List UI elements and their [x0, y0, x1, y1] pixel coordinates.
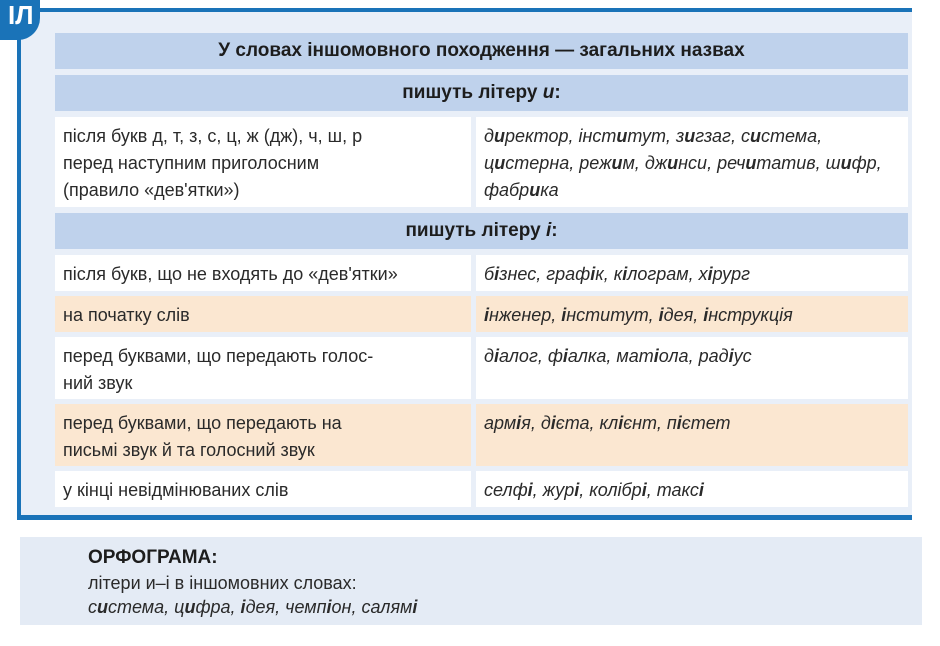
- example-word-part: ола: [658, 346, 689, 366]
- example-word: [699, 264, 750, 284]
- highlighted-letter: и: [745, 153, 757, 173]
- highlighted-letter: і: [550, 413, 556, 433]
- highlighted-letter: и: [97, 597, 108, 617]
- rule-row-before-j-vowel: [55, 404, 908, 466]
- rule-row-indeclinable: [55, 471, 908, 507]
- highlighted-letter: і: [562, 346, 568, 366]
- example-word-part: фр: [851, 153, 877, 173]
- rule-condition-line: після букв д, т, з, с, ц, ж (дж), ч, ш, р: [63, 126, 363, 146]
- example-word-part: х: [698, 264, 708, 284]
- example-word-part: стерна: [505, 153, 570, 173]
- example-word-part: селф: [484, 480, 528, 500]
- rule-condition-line: після букв, що не входять до «дев'ятки»: [63, 264, 398, 284]
- example-word-part: с: [88, 597, 97, 617]
- example-word-part: інст: [578, 126, 617, 146]
- example-word-part: нструкція: [708, 305, 793, 325]
- example-word-part: єнт: [623, 413, 657, 433]
- example-word: [659, 305, 694, 325]
- example-word-part: ус: [733, 346, 752, 366]
- example-word: [361, 597, 417, 617]
- rule-examples: армія, дієта, клієнт, пієтет: [476, 404, 908, 466]
- example-word: [616, 346, 688, 366]
- example-word-part: п: [666, 413, 677, 433]
- example-word: [484, 413, 531, 433]
- highlighted-letter: і: [516, 413, 522, 433]
- example-word: [484, 346, 538, 366]
- example-word: [88, 597, 164, 617]
- example-word-part: реж: [579, 153, 612, 173]
- example-word: [579, 126, 666, 146]
- highlighted-letter: і: [641, 480, 647, 500]
- example-word-part: мат: [616, 346, 654, 366]
- highlighted-letter: и: [611, 153, 623, 173]
- example-word: [717, 153, 816, 173]
- example-word-part: дж: [644, 153, 668, 173]
- example-word-part: алог: [498, 346, 538, 366]
- example-word-part: граф: [546, 264, 591, 284]
- highlighted-letter: і: [676, 413, 682, 433]
- example-word-part: к: [613, 264, 623, 284]
- example-word-part: к: [595, 264, 604, 284]
- highlighted-letter: і: [707, 264, 713, 284]
- example-word: [285, 597, 351, 617]
- example-word-part: дея: [663, 305, 694, 325]
- example-word: [484, 180, 559, 200]
- highlighted-letter: і: [240, 597, 246, 617]
- rule-condition-line: ний звук: [63, 373, 133, 393]
- rule-condition: [55, 404, 471, 466]
- example-word: [657, 480, 704, 500]
- example-word-part: фра: [195, 597, 231, 617]
- example-word-part: б: [484, 264, 495, 284]
- example-word: [484, 264, 536, 284]
- example-word-part: ректор: [504, 126, 569, 146]
- example-word-part: рад: [698, 346, 729, 366]
- highlighted-letter: і: [590, 264, 596, 284]
- example-word-part: фабр: [484, 180, 530, 200]
- example-word-part: он: [331, 597, 352, 617]
- highlighted-letter: і: [653, 346, 659, 366]
- example-word: [579, 153, 635, 173]
- example-word-part: нститут: [566, 305, 649, 325]
- example-word-part: стема: [108, 597, 165, 617]
- example-word: [548, 346, 607, 366]
- example-word-part: я: [521, 413, 531, 433]
- highlighted-letter: і: [698, 480, 704, 500]
- example-word: [546, 264, 603, 284]
- highlighted-letter: і: [622, 264, 628, 284]
- example-word: [561, 305, 648, 325]
- example-word-part: єтет: [681, 413, 731, 433]
- rule-condition: [55, 255, 471, 291]
- highlighted-letter: і: [412, 597, 418, 617]
- section-badge: ІЛ: [0, 0, 40, 40]
- example-word-part: кл: [599, 413, 619, 433]
- example-word-part: єта: [555, 413, 590, 433]
- example-word: [699, 346, 752, 366]
- example-word-part: дея: [245, 597, 276, 617]
- highlighted-letter: и: [667, 153, 679, 173]
- highlighted-letter: и: [749, 126, 761, 146]
- rule-condition-line: перед буквами, що передають голос-: [63, 346, 374, 366]
- example-word: [645, 153, 707, 173]
- section-heading-y-suffix: :: [554, 82, 561, 103]
- table-header: У словах іншомовного походження — загальних назвах: [55, 33, 908, 69]
- example-word-part: нси: [678, 153, 708, 173]
- example-word: [667, 413, 731, 433]
- example-word-part: гзаг: [695, 126, 731, 146]
- section-heading-i-suffix: :: [551, 220, 558, 241]
- rule-condition: [55, 117, 471, 207]
- rule-condition-line: перед буквами, що передають на: [63, 413, 342, 433]
- rule-condition: [55, 471, 471, 507]
- rule-condition-line: перед наступним приголосним: [63, 153, 320, 173]
- example-word-part: ц: [484, 153, 495, 173]
- example-word-part: татив: [756, 153, 816, 173]
- orthogram-description: літери и–і в іншомовних словах:: [88, 573, 357, 593]
- highlighted-letter: і: [493, 346, 499, 366]
- example-word: [484, 153, 569, 173]
- section-heading-i-prefix: пишуть літеру: [405, 220, 546, 241]
- example-word-part: ц: [174, 597, 185, 617]
- highlighted-letter: і: [326, 597, 332, 617]
- example-word-part: жур: [542, 480, 575, 500]
- section-heading-y-prefix: пишуть літеру: [402, 82, 543, 103]
- example-word-part: с: [740, 126, 750, 146]
- orthogram-title: ОРФОГРАМА:: [88, 547, 218, 568]
- rule-row-word-start: [55, 296, 908, 332]
- example-word-part: м: [622, 153, 635, 173]
- example-word: [541, 413, 590, 433]
- example-word: [484, 305, 551, 325]
- rule-condition: [55, 296, 471, 332]
- highlighted-letter: і: [703, 305, 709, 325]
- example-word-part: колібр: [589, 480, 642, 500]
- example-word-part: стема: [760, 126, 818, 146]
- highlighted-letter: и: [840, 153, 852, 173]
- rule-condition-line: (правило «дев'ятки»): [63, 180, 240, 200]
- highlighted-letter: и: [493, 126, 505, 146]
- example-word: [676, 126, 731, 146]
- highlighted-letter: и: [684, 126, 696, 146]
- example-word-part: тут: [627, 126, 666, 146]
- highlighted-letter: и: [184, 597, 196, 617]
- example-word-part: д: [540, 413, 551, 433]
- example-word-part: з: [675, 126, 685, 146]
- orthogram-note: [20, 537, 922, 625]
- example-word: [741, 126, 817, 146]
- example-word: [826, 153, 877, 173]
- example-word: [600, 413, 657, 433]
- section-heading-i: [55, 213, 908, 249]
- highlighted-letter: і: [618, 413, 624, 433]
- rule-condition-line: на початку слів: [63, 305, 190, 325]
- example-word-part: ш: [825, 153, 841, 173]
- rule-examples: інженер, інститут, ідея, інструкція: [476, 296, 908, 332]
- example-word-part: реч: [717, 153, 746, 173]
- highlighted-letter: і: [561, 305, 567, 325]
- example-word-part: такс: [656, 480, 699, 500]
- example-word-part: арм: [484, 413, 517, 433]
- highlighted-letter: і: [658, 305, 664, 325]
- example-word-part: лограм: [627, 264, 689, 284]
- example-word: [174, 597, 230, 617]
- example-word-part: ка: [540, 180, 559, 200]
- example-word: [703, 305, 793, 325]
- highlighted-letter: і: [574, 480, 580, 500]
- section-heading-i-letter: і: [545, 220, 552, 241]
- example-word-part: знес: [499, 264, 537, 284]
- rule-condition-line: у кінці невідмінюваних слів: [63, 480, 289, 500]
- orthogram-examples: система, цифра, ідея, чемпіон, салямі: [88, 597, 418, 617]
- example-word: [484, 480, 533, 500]
- rule-row-before-vowel: [55, 337, 908, 399]
- highlighted-letter: і: [494, 264, 500, 284]
- example-word-part: д: [484, 346, 494, 366]
- example-word-part: д: [484, 126, 494, 146]
- example-word: [614, 264, 689, 284]
- example-word: [484, 126, 569, 146]
- example-word-part: нженер: [489, 305, 552, 325]
- highlighted-letter: і: [484, 305, 490, 325]
- rule-examples: діалог, фіалка, матіола, радіус: [476, 337, 908, 399]
- rule-examples: директор, інститут, зигзаг, система, цистерна, режим, джинси, речитатив, шифр, фабрика: [476, 117, 908, 207]
- section-heading-y-letter: и: [542, 82, 555, 103]
- rule-row-not-deviatka: [55, 255, 908, 291]
- rule-condition-line: письмі звук й та голосний звук: [63, 440, 315, 460]
- example-word-part: чемп: [285, 597, 327, 617]
- example-word-part: салям: [361, 597, 413, 617]
- highlighted-letter: и: [616, 126, 628, 146]
- highlighted-letter: и: [494, 153, 506, 173]
- example-word-part: алка: [567, 346, 607, 366]
- example-word: [543, 480, 580, 500]
- section-heading-y: [55, 75, 908, 111]
- example-word: [589, 480, 646, 500]
- example-word: [241, 597, 276, 617]
- rule-examples: селфі, журі, колібрі, таксі: [476, 471, 908, 507]
- highlighted-letter: і: [527, 480, 533, 500]
- rule-row-deviatka: [55, 117, 908, 207]
- example-word-part: ф: [547, 346, 563, 366]
- highlighted-letter: і: [728, 346, 734, 366]
- rule-examples: бізнес, графік, кілограм, хірург: [476, 255, 908, 291]
- rule-condition: [55, 337, 471, 399]
- highlighted-letter: и: [529, 180, 541, 200]
- example-word-part: рург: [712, 264, 750, 284]
